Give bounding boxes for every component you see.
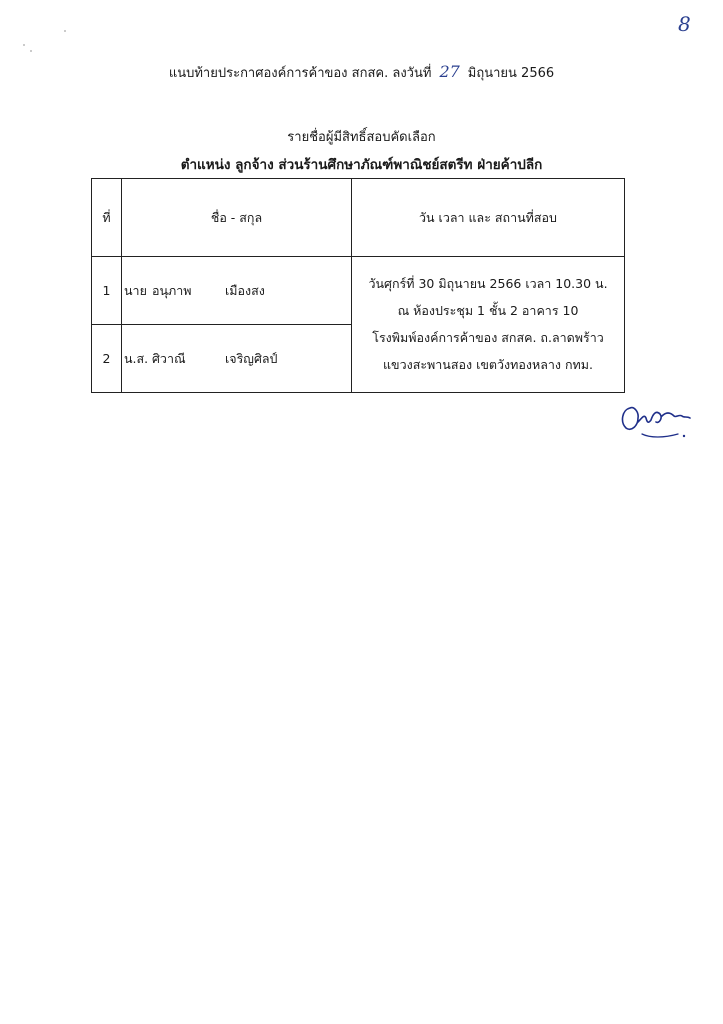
page-number: 8 xyxy=(678,12,691,36)
table-row xyxy=(92,257,625,325)
exam-address: แขวงสะพานสอง เขตวังทองหลาง กทม. xyxy=(382,357,593,372)
header-suffix: มิถุนายน 2566 xyxy=(467,66,555,81)
exam-room: ณ ห้องประชุม 1 ชั้น 2 อาคาร 10 xyxy=(397,303,579,318)
handwritten-day: 27 xyxy=(439,62,460,81)
candidate-table xyxy=(91,178,625,393)
candidate-name xyxy=(122,325,352,393)
header-exam-info: วัน เวลา และ สถานที่สอบ xyxy=(352,179,625,257)
scan-speck xyxy=(30,50,32,52)
row-number: 1 xyxy=(92,257,122,325)
exam-info-cell xyxy=(352,257,625,393)
header-number: ที่ xyxy=(92,179,122,257)
name-title: น.ส. xyxy=(124,350,149,366)
exam-venue: โรงพิมพ์องค์การค้าของ สกสค. ถ.ลาดพร้าว xyxy=(372,330,604,345)
first-name: ศิวาณี xyxy=(152,350,186,366)
last-name: เมืองสง xyxy=(225,282,265,298)
scan-speck xyxy=(23,44,25,46)
last-name: เจริญศิลป์ xyxy=(225,350,278,366)
header-prefix: แนบท้ายประกาศองค์การค้าของ สกสค. ลงวันที่ xyxy=(168,66,432,81)
handwritten-signature xyxy=(618,392,698,447)
exam-date-time: วันศุกร์ที่ 30 มิถุนายน 2566 เวลา 10.30 น. xyxy=(368,276,608,291)
scan-speck xyxy=(64,30,66,32)
list-title: รายชื่อผู้มีสิทธิ์สอบคัดเลือก xyxy=(287,130,436,145)
row-number: 2 xyxy=(92,325,122,393)
first-name: อนุภาพ xyxy=(152,282,192,298)
name-title: นาย xyxy=(124,282,147,298)
candidate-name xyxy=(122,257,352,325)
announcement-header xyxy=(0,62,723,83)
header-name: ชื่อ - สกุล xyxy=(122,179,352,257)
table-header-row xyxy=(92,179,625,257)
position-title: ตำแหน่ง ลูกจ้าง ส่วนร้านศึกษาภัณฑ์พาณิชย์สตรีท ฝ่ายค้าปลีก xyxy=(180,157,543,173)
